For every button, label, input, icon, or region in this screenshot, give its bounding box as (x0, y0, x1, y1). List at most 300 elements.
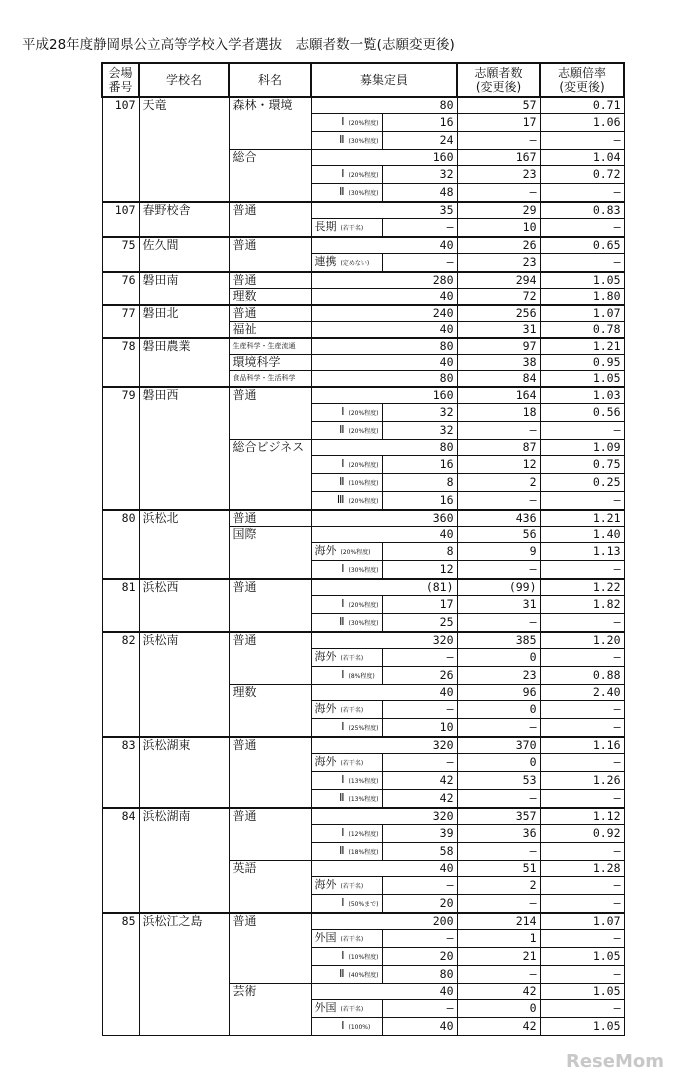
selection-label: Ⅰ (341, 826, 345, 839)
capacity: 58 (382, 843, 457, 861)
venue-number: 85 (102, 913, 139, 1036)
selection-label: Ⅰ (341, 562, 345, 575)
selection-note: (10%程度) (348, 954, 379, 961)
selection-type (311, 895, 382, 914)
selection-label: Ⅱ (339, 475, 345, 488)
capacity: 160 (311, 150, 457, 166)
capacity: (81) (311, 579, 457, 596)
selection-note: (30%程度) (348, 567, 379, 574)
applicants: 167 (457, 150, 540, 166)
ratio: 1.03 (540, 387, 624, 404)
selection-label: Ⅰ (341, 668, 345, 681)
ratio: — (540, 701, 624, 719)
capacity: 40 (311, 984, 457, 1000)
header-school: 学校名 (139, 63, 229, 97)
selection-note: (若干名) (340, 936, 364, 943)
selection-note: (30%程度) (348, 190, 379, 197)
applicants: 256 (457, 305, 540, 322)
capacity: 26 (382, 667, 457, 685)
selection-type (311, 422, 382, 440)
venue-number: 75 (102, 237, 139, 272)
header-capacity: 募集定員 (311, 63, 457, 97)
selection-note: (18%程度) (348, 849, 379, 856)
department-name: 普通 (229, 305, 311, 322)
capacity: 240 (311, 305, 457, 322)
ratio: 1.82 (540, 596, 624, 614)
department-name: 普通 (229, 510, 311, 527)
selection-label: Ⅱ (339, 791, 345, 804)
selection-label: Ⅰ (341, 1019, 345, 1032)
ratio: 1.21 (540, 510, 624, 527)
table-row (102, 237, 624, 254)
capacity: 20 (382, 895, 457, 914)
school-name: 浜松江之島 (139, 913, 229, 1036)
selection-type (311, 184, 382, 203)
selection-label: Ⅱ (339, 133, 345, 146)
selection-label: 外国 (314, 931, 337, 944)
applicants: 0 (457, 754, 540, 772)
school-name: 春野校舎 (139, 202, 229, 237)
selection-note: (20%程度) (340, 549, 371, 556)
selection-label: 海外 (314, 544, 337, 557)
header-dept: 科名 (229, 63, 311, 97)
ratio: 1.04 (540, 150, 624, 166)
ratio: — (540, 719, 624, 738)
applicants: 23 (457, 254, 540, 273)
applicants: 53 (457, 772, 540, 790)
department-name: 生産科学・生産流通 (229, 338, 311, 355)
capacity: — (382, 754, 457, 772)
capacity: 16 (382, 456, 457, 474)
applicants: 36 (457, 825, 540, 843)
selection-note: (50%まで) (348, 901, 379, 908)
venue-number: 80 (102, 510, 139, 579)
department-name: 森林・環境 (229, 97, 311, 150)
selection-note: (30%程度) (348, 138, 379, 145)
applicants: 84 (457, 371, 540, 388)
applicants: 164 (457, 387, 540, 404)
selection-note: (12%程度) (348, 831, 379, 838)
ratio: — (540, 930, 624, 948)
ratio: 1.28 (540, 861, 624, 877)
applicants: 12 (457, 456, 540, 474)
applicants: 96 (457, 685, 540, 701)
selection-type (311, 1000, 382, 1018)
selection-label: Ⅰ (341, 896, 345, 909)
ratio: 0.75 (540, 456, 624, 474)
capacity: 42 (382, 772, 457, 790)
school-name: 浜松南 (139, 632, 229, 737)
ratio: 0.72 (540, 166, 624, 184)
capacity: 80 (311, 338, 457, 355)
selection-type (311, 649, 382, 667)
ratio: — (540, 132, 624, 150)
selection-label: Ⅱ (339, 615, 345, 628)
ratio: 1.05 (540, 272, 624, 289)
capacity: 40 (311, 289, 457, 306)
capacity: 80 (311, 371, 457, 388)
table-row (102, 272, 624, 289)
ratio: 1.09 (540, 440, 624, 456)
applicants: 294 (457, 272, 540, 289)
selection-note: (20%程度) (348, 428, 379, 435)
selection-type (311, 474, 382, 492)
ratio: 1.06 (540, 114, 624, 132)
department-name: 総合 (229, 150, 311, 203)
school-name: 磐田南 (139, 272, 229, 305)
selection-label: Ⅰ (341, 597, 345, 610)
selection-note: (13%程度) (348, 778, 379, 785)
applicants: — (457, 895, 540, 914)
ratio: 0.92 (540, 825, 624, 843)
selection-type (311, 701, 382, 719)
ratio: 1.21 (540, 338, 624, 355)
capacity: 160 (311, 387, 457, 404)
applicants: 18 (457, 404, 540, 422)
table-row (102, 97, 624, 114)
department-name: 福祉 (229, 322, 311, 339)
selection-label: Ⅰ (341, 115, 345, 128)
school-name: 天竜 (139, 97, 229, 202)
selection-label: Ⅰ (341, 773, 345, 786)
selection-type (311, 966, 382, 984)
ratio: 0.65 (540, 237, 624, 254)
venue-number: 83 (102, 737, 139, 808)
selection-note: (若干名) (340, 1006, 364, 1013)
applicants: — (457, 843, 540, 861)
department-name: 普通 (229, 632, 311, 685)
ratio: 0.88 (540, 667, 624, 685)
applicants: 57 (457, 97, 540, 114)
selection-note: (10%程度) (348, 480, 379, 487)
school-name: 佐久間 (139, 237, 229, 272)
ratio: — (540, 254, 624, 273)
selection-type (311, 825, 382, 843)
capacity: 320 (311, 808, 457, 825)
selection-type (311, 930, 382, 948)
capacity: 320 (311, 737, 457, 754)
selection-note: (定めない) (340, 260, 370, 267)
applicants: 370 (457, 737, 540, 754)
ratio: — (540, 492, 624, 511)
selection-note: (13%程度) (348, 796, 379, 803)
school-name: 浜松湖南 (139, 808, 229, 913)
capacity: 25 (382, 614, 457, 633)
applicants-table (101, 62, 625, 1036)
ratio: — (540, 561, 624, 580)
capacity: 16 (382, 114, 457, 132)
department-name: 国際 (229, 527, 311, 580)
table-row (102, 305, 624, 322)
capacity: 200 (311, 913, 457, 930)
department-name: 普通 (229, 808, 311, 861)
ratio: 1.80 (540, 289, 624, 306)
capacity: — (382, 649, 457, 667)
ratio: 1.07 (540, 913, 624, 930)
selection-note: (20%程度) (348, 602, 379, 609)
ratio: 1.13 (540, 543, 624, 561)
capacity: — (382, 1000, 457, 1018)
ratio: — (540, 966, 624, 984)
capacity: 12 (382, 561, 457, 580)
school-name: 磐田北 (139, 305, 229, 338)
ratio: 1.07 (540, 305, 624, 322)
department-name: 理数 (229, 289, 311, 306)
header-no: 会場 番号 (102, 63, 139, 97)
capacity: 39 (382, 825, 457, 843)
selection-type (311, 166, 382, 184)
selection-label: 長期 (314, 220, 337, 233)
selection-type (311, 1018, 382, 1036)
capacity: 10 (382, 719, 457, 738)
selection-note: (20%程度) (348, 172, 379, 179)
department-name: 総合ビジネス (229, 440, 311, 511)
capacity: 35 (311, 202, 457, 219)
ratio: 1.05 (540, 1018, 624, 1036)
department-name: 普通 (229, 272, 311, 289)
ratio: 0.95 (540, 355, 624, 371)
department-name: 普通 (229, 579, 311, 632)
school-name: 磐田西 (139, 387, 229, 510)
applicants: 436 (457, 510, 540, 527)
selection-note: (若干名) (340, 760, 364, 767)
venue-number: 82 (102, 632, 139, 737)
applicants: — (457, 132, 540, 150)
selection-type (311, 754, 382, 772)
capacity: — (382, 930, 457, 948)
department-name: 芸術 (229, 984, 311, 1036)
applicants: 0 (457, 649, 540, 667)
ratio: 1.05 (540, 984, 624, 1000)
department-name: 理数 (229, 685, 311, 738)
ratio: 1.05 (540, 948, 624, 966)
selection-note: (8%程度) (348, 673, 375, 680)
applicants: — (457, 184, 540, 203)
ratio: 0.78 (540, 322, 624, 339)
selection-type (311, 492, 382, 511)
venue-number: 78 (102, 338, 139, 387)
selection-label: Ⅰ (341, 405, 345, 418)
ratio: — (540, 649, 624, 667)
capacity: 42 (382, 790, 457, 809)
selection-note: (若干名) (340, 225, 364, 232)
ratio: — (540, 614, 624, 633)
venue-number: 77 (102, 305, 139, 338)
selection-type (311, 254, 382, 273)
capacity: 8 (382, 474, 457, 492)
selection-note: (若干名) (340, 707, 364, 714)
header-row (102, 63, 624, 97)
department-name: 食品科学・生活科学 (229, 371, 311, 388)
applicants: 31 (457, 322, 540, 339)
selection-type (311, 596, 382, 614)
applicants: 23 (457, 667, 540, 685)
school-name: 磐田農業 (139, 338, 229, 387)
department-name: 普通 (229, 737, 311, 808)
selection-note: (20%程度) (348, 120, 379, 127)
selection-type (311, 772, 382, 790)
department-name: 普通 (229, 913, 311, 984)
applicants: 29 (457, 202, 540, 219)
capacity: — (382, 701, 457, 719)
table-row (102, 202, 624, 219)
selection-type (311, 132, 382, 150)
venue-number: 76 (102, 272, 139, 305)
selection-note: (100%) (348, 1024, 371, 1031)
selection-type (311, 614, 382, 633)
applicants: 21 (457, 948, 540, 966)
selection-note: (若干名) (340, 655, 364, 662)
applicants: 385 (457, 632, 540, 649)
capacity: 280 (311, 272, 457, 289)
ratio: 1.26 (540, 772, 624, 790)
table-row (102, 913, 624, 930)
venue-number: 81 (102, 579, 139, 632)
selection-label: 海外 (314, 702, 337, 715)
ratio: 1.05 (540, 371, 624, 388)
selection-note: (若干名) (340, 883, 364, 890)
capacity: 8 (382, 543, 457, 561)
ratio: 0.83 (540, 202, 624, 219)
selection-label: Ⅱ (339, 185, 345, 198)
applicants: 17 (457, 114, 540, 132)
capacity: 24 (382, 132, 457, 150)
department-name: 普通 (229, 237, 311, 272)
selection-label: Ⅲ (336, 493, 345, 506)
capacity: 320 (311, 632, 457, 649)
selection-type (311, 219, 382, 238)
selection-note: (20%程度) (348, 498, 379, 505)
applicants: — (457, 966, 540, 984)
ratio: 1.22 (540, 579, 624, 596)
table-row (102, 737, 624, 754)
capacity: 360 (311, 510, 457, 527)
capacity: 32 (382, 166, 457, 184)
capacity: 80 (311, 440, 457, 456)
ratio: 0.25 (540, 474, 624, 492)
table-row (102, 338, 624, 355)
applicants: 1 (457, 930, 540, 948)
applicants: 42 (457, 984, 540, 1000)
applicants: (99) (457, 579, 540, 596)
venue-number: 84 (102, 808, 139, 913)
applicants: 357 (457, 808, 540, 825)
venue-number: 79 (102, 387, 139, 510)
school-name: 浜松北 (139, 510, 229, 579)
table-row (102, 387, 624, 404)
ratio: — (540, 895, 624, 914)
applicants: 2 (457, 877, 540, 895)
applicants: 2 (457, 474, 540, 492)
table-row (102, 632, 624, 649)
ratio: 1.16 (540, 737, 624, 754)
selection-type (311, 719, 382, 738)
applicants: 26 (457, 237, 540, 254)
ratio: 1.40 (540, 527, 624, 543)
selection-label: Ⅱ (339, 423, 345, 436)
applicants: 72 (457, 289, 540, 306)
capacity: 40 (382, 1018, 457, 1036)
selection-note: (20%程度) (348, 410, 379, 417)
ratio: 0.56 (540, 404, 624, 422)
applicants: 0 (457, 701, 540, 719)
capacity: 32 (382, 404, 457, 422)
capacity: 40 (311, 527, 457, 543)
selection-label: 海外 (314, 650, 337, 663)
ratio: — (540, 843, 624, 861)
applicants: 51 (457, 861, 540, 877)
page-title: 平成28年度静岡県公立高等学校入学者選抜 志願者数一覧(志願変更後) (22, 37, 455, 53)
applicants: 56 (457, 527, 540, 543)
capacity: 40 (311, 861, 457, 877)
selection-type (311, 561, 382, 580)
venue-number: 107 (102, 202, 139, 237)
table-row (102, 579, 624, 596)
ratio: — (540, 790, 624, 809)
capacity: — (382, 219, 457, 238)
applicants: 31 (457, 596, 540, 614)
school-name: 浜松西 (139, 579, 229, 632)
applicants: — (457, 719, 540, 738)
selection-label: 海外 (314, 878, 337, 891)
selection-note: (40%程度) (348, 972, 379, 979)
selection-label: Ⅰ (341, 949, 345, 962)
ratio: — (540, 1000, 624, 1018)
department-name: 普通 (229, 387, 311, 440)
capacity: 40 (311, 355, 457, 371)
selection-label: 外国 (314, 1001, 337, 1014)
resemom-watermark: ReseMom (565, 1051, 664, 1072)
selection-type (311, 667, 382, 685)
selection-label: Ⅱ (339, 844, 345, 857)
applicants: — (457, 492, 540, 511)
selection-label: Ⅱ (339, 967, 345, 980)
selection-label: Ⅰ (341, 720, 345, 733)
venue-number: 107 (102, 97, 139, 202)
ratio: — (540, 219, 624, 238)
applicants: 87 (457, 440, 540, 456)
applicants: 38 (457, 355, 540, 371)
capacity: 40 (311, 685, 457, 701)
header-ratio: 志願倍率 (変更後) (540, 63, 624, 97)
department-name: 普通 (229, 202, 311, 237)
ratio: 2.40 (540, 685, 624, 701)
capacity: 48 (382, 184, 457, 203)
selection-type (311, 456, 382, 474)
selection-type (311, 948, 382, 966)
selection-note: (25%程度) (348, 725, 379, 732)
selection-label: 連携 (314, 255, 337, 268)
applicants: — (457, 614, 540, 633)
ratio: 1.12 (540, 808, 624, 825)
applicants: — (457, 561, 540, 580)
applicants: 0 (457, 1000, 540, 1018)
selection-note: (20%程度) (348, 462, 379, 469)
table-row (102, 510, 624, 527)
selection-label: 海外 (314, 755, 337, 768)
department-name: 環境科学 (229, 355, 311, 371)
ratio: — (540, 422, 624, 440)
capacity: — (382, 254, 457, 273)
capacity: 17 (382, 596, 457, 614)
capacity: — (382, 877, 457, 895)
selection-label: Ⅰ (341, 167, 345, 180)
capacity: 16 (382, 492, 457, 511)
capacity: 40 (311, 237, 457, 254)
applicants: 97 (457, 338, 540, 355)
ratio: — (540, 184, 624, 203)
selection-type (311, 114, 382, 132)
